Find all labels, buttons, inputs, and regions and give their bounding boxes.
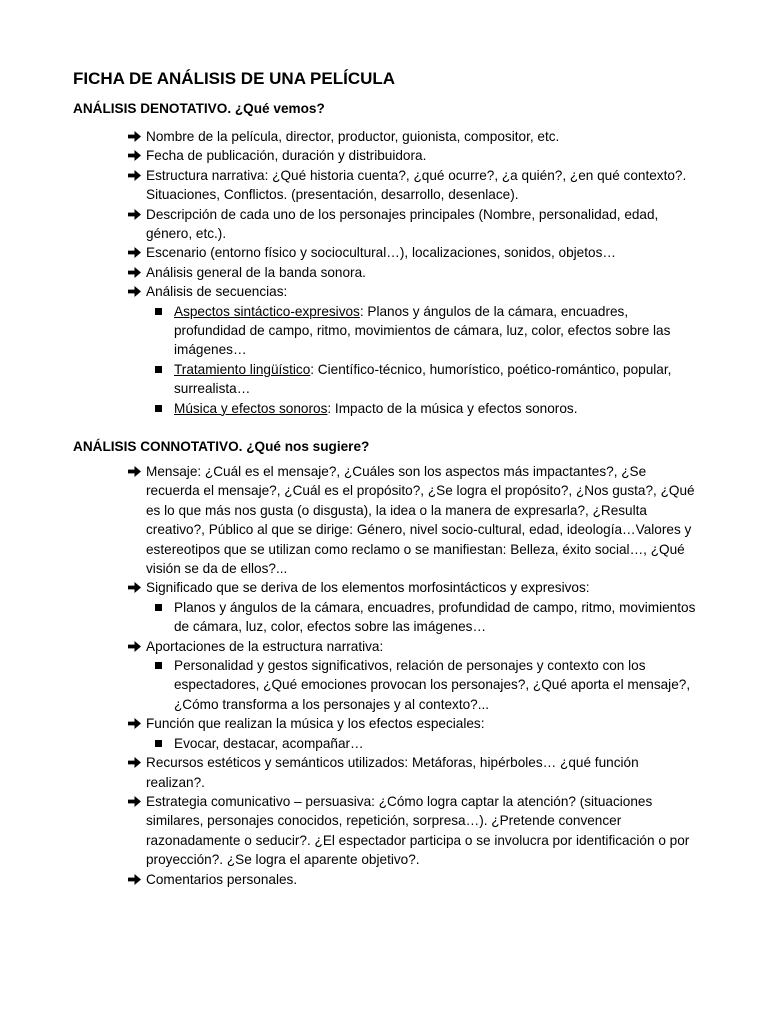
sublist-item-text: Planos y ángulos de la cámara, encuadres, profundidad de campo, ritmo, movimientos de cámara, luz, color, efectos sobre las imágenes… xyxy=(174,599,696,635)
sublist xyxy=(146,656,698,714)
arrow-bullet-icon xyxy=(128,637,144,656)
list-item xyxy=(128,205,698,244)
list-item xyxy=(128,263,698,282)
sublist-item xyxy=(146,360,698,399)
sublist-item-text: : Planos y ángulos de la cámara, encuadres, profundidad de campo, ritmo, movimientos de cámara, luz, color, efectos sobre las imágenes… xyxy=(174,303,671,358)
sublist-item-text: Evocar, destacar, acompañar… xyxy=(174,735,364,751)
sublist-item xyxy=(146,598,698,637)
list-item-text: Nombre de la película, director, productor, guionista, compositor, etc. xyxy=(146,129,560,144)
square-bullet-icon xyxy=(155,308,162,315)
list-item xyxy=(128,282,698,418)
arrow-bullet-icon xyxy=(128,282,144,301)
list-item xyxy=(128,462,698,578)
sublist-item-term: Música y efectos sonoros xyxy=(174,400,328,416)
sublist xyxy=(146,734,698,753)
arrow-bullet-icon xyxy=(128,263,144,282)
arrow-bullet-icon xyxy=(128,792,144,811)
list-item xyxy=(128,792,698,870)
sublist-item xyxy=(146,302,698,360)
square-bullet-icon xyxy=(155,604,162,611)
connotativo-list xyxy=(128,462,698,889)
list-item xyxy=(128,166,698,205)
section-heading-denotativo: ANÁLISIS DENOTATIVO. ¿Qué vemos? xyxy=(73,101,325,116)
arrow-bullet-icon xyxy=(128,205,144,224)
list-item-text: Escenario (entorno físico y sociocultural…), localizaciones, sonidos, objetos… xyxy=(146,245,616,261)
square-bullet-icon xyxy=(155,366,162,373)
arrow-bullet-icon xyxy=(128,127,144,146)
sublist-item-text: Personalidad y gestos significativos, relación de personajes y contexto con los espectadores, ¿Qué emociones provocan los personajes?, ¿Qué aporta el mensaje?, ¿Cómo transforma a los personajes y al contexto?... xyxy=(174,658,691,712)
list-item-text: Fecha de publicación, duración y distribuidora. xyxy=(146,148,427,164)
sublist-item-term: Tratamiento lingüístico xyxy=(174,361,311,377)
sublist-item xyxy=(146,399,698,418)
sublist-item xyxy=(146,734,698,753)
list-item-text: Estructura narrativa: ¿Qué historia cuenta?, ¿qué ocurre?, ¿a quién?, ¿en qué contexto?. Situaciones, Conflictos. (presentación, desarrollo, desenlace). xyxy=(146,167,687,203)
section-heading-connotativo: ANÁLISIS CONNOTATIVO. ¿Qué nos sugiere? xyxy=(73,439,370,454)
list-item xyxy=(128,127,698,146)
sublist xyxy=(146,598,698,637)
arrow-bullet-icon xyxy=(128,166,144,185)
list-item-text: Análisis general de la banda sonora. xyxy=(146,264,366,280)
arrow-bullet-icon xyxy=(128,462,144,481)
square-bullet-icon xyxy=(155,662,162,669)
list-item xyxy=(128,753,698,792)
list-item-text: Comentarios personales. xyxy=(146,871,298,887)
list-item-text: Estrategia comunicativo – persuasiva: ¿Cómo logra captar la atención? (situaciones similares, personajes conocidos, repetición, sorpresa…). ¿Pretende convencer razonadamente o seducir?. ¿El espectador participa o se involucra por identificación o por proyección?. ¿Se logra el aparente objetivo?. xyxy=(146,793,690,868)
sublist-item-text: : Impacto de la música y efectos sonoros. xyxy=(327,400,578,416)
arrow-bullet-icon xyxy=(128,578,144,597)
arrow-bullet-icon xyxy=(128,870,144,889)
list-item xyxy=(128,146,698,165)
list-item-text: Mensaje: ¿Cuál es el mensaje?, ¿Cuáles son los aspectos más impactantes?, ¿Se recuerda el mensaje?, ¿Cuál es el propósito?, ¿Se logra el propósito?, ¿Nos gusta?, ¿Qué es lo que más nos gusta (o disgusta), la idea o la manera de expresarla?, ¿Resulta creativo?, Público al que se dirige: Género, nivel socio-cultural, edad, ideología…Valores y estereotipos que se utilizan como reclamo o se manifiestan: Belleza, éxito social…, ¿Qué visión se da de ellos?... xyxy=(146,464,695,577)
list-item xyxy=(128,637,698,715)
sequence-analysis-sublist xyxy=(146,302,698,418)
square-bullet-icon xyxy=(155,740,162,747)
arrow-bullet-icon xyxy=(128,714,144,733)
list-item xyxy=(128,714,698,753)
list-item xyxy=(128,870,698,889)
document-title: FICHA DE ANÁLISIS DE UNA PELÍCULA xyxy=(73,69,396,88)
arrow-bullet-icon xyxy=(128,243,144,262)
list-item-text: Significado que se deriva de los elementos morfosintácticos y expresivos: xyxy=(146,580,590,596)
list-item-text: Análisis de secuencias: xyxy=(146,284,288,300)
arrow-bullet-icon xyxy=(128,146,144,165)
sublist-item xyxy=(146,656,698,714)
square-bullet-icon xyxy=(155,405,162,412)
list-item-text: Aportaciones de la estructura narrativa: xyxy=(146,638,384,654)
denotativo-list xyxy=(128,127,698,418)
list-item-text: Descripción de cada uno de los personajes principales (Nombre, personalidad, edad, género, etc.). xyxy=(146,206,659,242)
sublist-item-text: : Científico-técnico, humorístico, poético-romántico, popular, surrealista… xyxy=(174,361,672,397)
list-item xyxy=(128,243,698,262)
arrow-bullet-icon xyxy=(128,753,144,772)
list-item-text: Recursos estéticos y semánticos utilizados: Metáforas, hipérboles… ¿qué función realizan?. xyxy=(146,755,639,790)
list-item-text: Función que realizan la música y los efectos especiales: xyxy=(146,716,485,732)
sublist-item-term: Aspectos sintáctico-expresivos xyxy=(174,303,360,319)
list-item xyxy=(128,578,698,636)
